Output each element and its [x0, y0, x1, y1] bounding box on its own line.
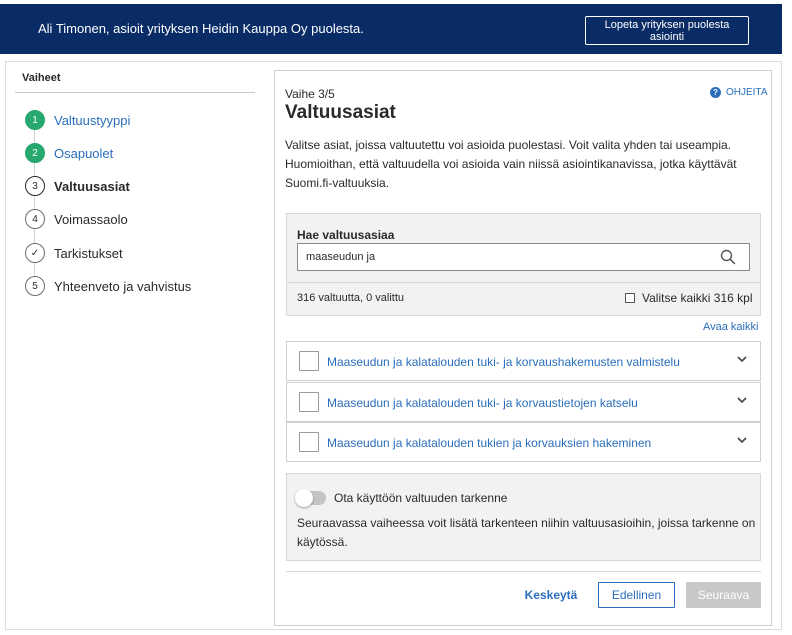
step-label: Voimassaolo — [54, 211, 128, 227]
step-label: Valtuusasiat — [54, 178, 130, 194]
expand-all-link[interactable]: Avaa kaikki — [703, 321, 759, 333]
steps-title: Vaiheet — [22, 72, 61, 84]
step-osapuolet[interactable] — [25, 143, 113, 163]
step-label: Osapuolet — [54, 145, 114, 161]
list-item[interactable] — [286, 422, 761, 462]
previous-button[interactable]: Edellinen — [598, 582, 675, 608]
refine-toggle-label: Ota käyttöön valtuuden tarkenne — [334, 491, 508, 505]
step-marker: 5 — [25, 276, 45, 296]
item-checkbox[interactable] — [299, 432, 319, 452]
chevron-down-icon[interactable] — [736, 354, 748, 364]
list-item[interactable] — [286, 382, 761, 422]
step-marker: 4 — [25, 209, 45, 229]
stop-acting-on-behalf-button[interactable]: Lopeta yrityksen puolesta asiointi — [585, 16, 749, 45]
select-all-checkbox[interactable] — [625, 291, 753, 305]
check-icon: ✓ — [25, 243, 45, 263]
search-input[interactable] — [297, 243, 750, 271]
top-banner — [0, 4, 782, 54]
step-label: Tarkistukset — [54, 245, 123, 261]
search-label: Hae valtuusasiaa — [297, 228, 395, 242]
checkbox-box — [625, 293, 635, 303]
step-marker: 2 — [25, 143, 45, 163]
step-voimassaolo — [25, 209, 128, 229]
result-count: 316 valtuutta, 0 valittu — [297, 292, 405, 304]
step-yhteenveto — [25, 276, 191, 296]
step-tarkistukset — [25, 243, 123, 263]
list-item[interactable] — [286, 341, 761, 381]
item-label[interactable]: Maaseudun ja kalatalouden tuki- ja korvaustietojen katselu — [327, 396, 638, 410]
help-label: OHJEITA — [726, 87, 768, 98]
step-marker: 1 — [25, 110, 45, 130]
item-checkbox[interactable] — [299, 392, 319, 412]
page-title: Valtuusasiat — [285, 102, 396, 123]
toggle-knob[interactable] — [295, 489, 313, 507]
step-marker: 3 — [25, 176, 45, 196]
step-valtuustyyppi[interactable] — [25, 110, 130, 130]
refine-description: Seuraavassa vaiheessa voit lisätä tarkenteen niihin valtuusasioihin, joissa tarkenne on käytössä. — [297, 516, 756, 549]
select-all-label: Valitse kaikki 316 kpl — [642, 291, 753, 305]
next-button[interactable]: Seuraava — [686, 582, 761, 608]
banner-text: Ali Timonen, asioit yrityksen Heidin Kauppa Oy puolesta. — [38, 21, 364, 36]
footer-divider — [286, 571, 761, 572]
cancel-button[interactable]: Keskeytä — [521, 582, 581, 608]
question-icon: ? — [710, 87, 721, 98]
help-link[interactable] — [710, 87, 767, 98]
chevron-down-icon[interactable] — [736, 395, 748, 405]
item-label[interactable]: Maaseudun ja kalatalouden tukien ja korvauksien hakeminen — [327, 436, 652, 450]
step-label: Yhteenveto ja vahvistus — [54, 278, 192, 294]
phase-indicator: Vaihe 3/5 — [285, 87, 335, 101]
item-label[interactable]: Maaseudun ja kalatalouden tuki- ja korvaushakemusten valmistelu — [327, 355, 680, 369]
step-valtuusasiat — [25, 176, 130, 196]
steps-divider — [15, 92, 255, 93]
step-label: Valtuustyyppi — [54, 112, 131, 128]
item-checkbox[interactable] — [299, 351, 319, 371]
search-divider — [287, 282, 760, 283]
intro-text: Valitse asiat, joissa valtuutettu voi asioida puolestasi. Voit valita yhden tai useampia. Huomioithan, että valtuudella voi asioida vain niissä asiointikanavissa, jotka käyttävät Suomi.fi-valtuuksia. — [285, 138, 737, 190]
chevron-down-icon[interactable] — [736, 435, 748, 445]
search-icon[interactable] — [720, 249, 736, 265]
